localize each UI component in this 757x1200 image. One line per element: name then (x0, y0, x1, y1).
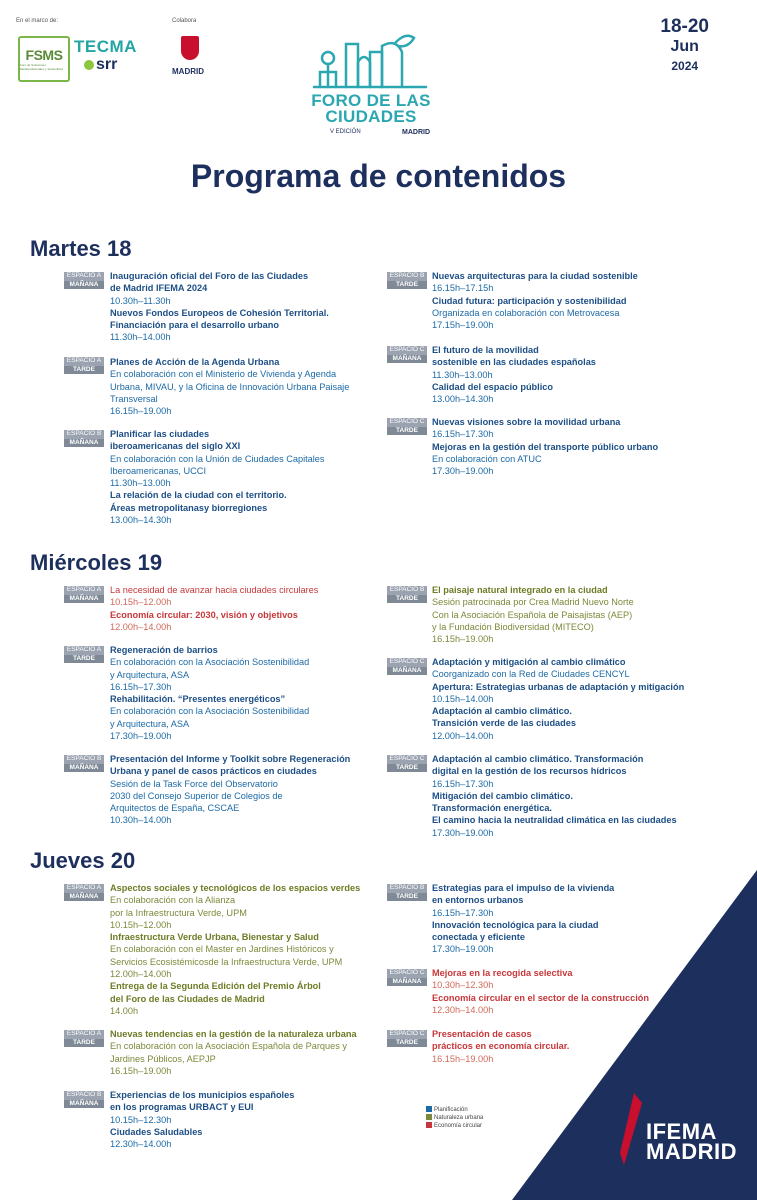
session-time: 16.15h–17.30h (432, 429, 494, 440)
session-title: Rehabilitación. “Presentes energéticos” (110, 694, 286, 705)
session-title: Mitigación del cambio climático. (432, 790, 573, 801)
tag-space: ESPACIO A (64, 586, 104, 595)
session-time: 16.15h–19.00h (110, 406, 172, 417)
foro-ciudades-logo-icon (306, 32, 436, 92)
session-desc: En colaboración con el Master en Jardines Históricos y (110, 944, 334, 955)
tag-time: TARDE (387, 893, 427, 902)
session-title: Nuevas arquitecturas para la ciudad sostenible (432, 271, 638, 281)
tag-martes-r2 (387, 346, 427, 363)
session-desc: Urbana, MIVAU, y la Oficina de Innovación Urbana Paisaje (110, 381, 350, 392)
session-time: 17.30h–19.00h (432, 827, 494, 838)
colabora-label: Colabora (172, 18, 197, 24)
tag-space: ESPACIO B (387, 884, 427, 893)
legend-label: Planificación (434, 1107, 468, 1113)
session-title: Economía circular: 2030, visión y objetivos (110, 609, 298, 620)
legend-swatch (426, 1114, 432, 1120)
session-title: Nuevas visiones sobre la movilidad urbana (432, 417, 621, 427)
session-title: en entornos urbanos (432, 895, 524, 906)
tag-space: ESPACIO A (64, 884, 104, 893)
tag-space: ESPACIO A (64, 357, 104, 366)
legend (426, 1106, 483, 1130)
en-el-marco-label: En el marco de: (16, 18, 59, 24)
session-title: Presentación del Informe y Toolkit sobre Regeneración (110, 754, 351, 764)
session-miercoles-r1 (432, 584, 634, 645)
madrid-logo-text: MADRID (172, 67, 204, 76)
tag-time: TARDE (64, 1039, 104, 1048)
session-title: La necesidad de avanzar hacia ciudades circulares (110, 585, 319, 595)
tag-space: ESPACIO B (64, 1091, 104, 1100)
date-month: Jun (670, 38, 699, 55)
session-time: 12.00h–14.00h (432, 730, 494, 741)
session-time: 12.30h–14.00h (110, 1139, 172, 1150)
tag-space: ESPACIO A (64, 272, 104, 281)
session-martes-r1 (432, 270, 638, 331)
session-title: Economía circular en el sector de la construcción (432, 992, 650, 1003)
tag-miercoles-r2 (387, 658, 427, 675)
session-desc: En colaboración con ATUC (432, 453, 542, 464)
session-title: Apertura: Estrategias urbanas de adaptación y mitigación (432, 681, 685, 692)
session-time: 13.00h–14.30h (110, 515, 172, 526)
session-time: 17.15h–19.00h (432, 320, 494, 331)
session-title: Planificar las ciudades (110, 429, 210, 439)
session-desc: Coorganizado con la Red de Ciudades CENCYL (432, 669, 630, 680)
session-desc: y Arquitectura, ASA (110, 718, 190, 729)
session-title: Nuevas tendencias en la gestión de la naturaleza urbana (110, 1029, 357, 1039)
page-title: Programa de contenidos (190, 158, 567, 194)
foro-city: MADRID (402, 129, 430, 136)
session-time: 11.30h–14.00h (110, 332, 171, 343)
session-time: 17.30h–19.00h (432, 466, 494, 477)
tag-space: ESPACIO B (64, 430, 104, 439)
tag-time: MAÑANA (64, 595, 104, 604)
session-time: 10.15h–14.00h (432, 693, 494, 704)
session-jueves-l1 (110, 882, 360, 1017)
tag-martes-r3 (387, 418, 427, 435)
legend-label: Economía circular (434, 1123, 483, 1129)
foro-title-line1: FORO DE LAS (311, 91, 431, 110)
session-desc: Arquitectos de España, CSCAE (110, 803, 240, 814)
session-miercoles-l3 (110, 753, 350, 827)
session-time: 16.15h–17.15h (432, 283, 494, 294)
session-title: Adaptación al cambio climático. Transformación (432, 754, 644, 764)
tag-miercoles-l3 (64, 755, 104, 772)
session-title: del Foro de las Ciudades de Madrid (110, 993, 265, 1004)
session-title: de Madrid IFEMA 2024 (110, 283, 208, 294)
session-desc: y Arquitectura, ASA (110, 669, 190, 680)
tag-space: ESPACIO B (64, 755, 104, 764)
tag-time: TARDE (387, 595, 427, 604)
tag-miercoles-l2 (64, 646, 104, 663)
legend-swatch (426, 1122, 432, 1128)
session-desc: En colaboración con la Asociación Sostenibilidad (110, 706, 310, 717)
tag-space: ESPACIO B (387, 586, 427, 595)
session-title: prácticos en economía circular. (432, 1041, 570, 1052)
session-title: Planes de Acción de la Agenda Urbana (110, 357, 280, 367)
tag-time: TARDE (387, 1039, 427, 1048)
session-time: 17.30h–19.00h (432, 944, 494, 955)
fsms-logo-text: FSMS (25, 47, 63, 63)
session-jueves-l3 (110, 1089, 294, 1150)
tag-space: ESPACIO C (387, 658, 427, 667)
tag-space: ESPACIO C (387, 418, 427, 427)
session-martes-r3 (432, 416, 658, 477)
session-time: 16.15h–19.00h (110, 1065, 172, 1076)
tag-space: ESPACIO C (387, 755, 427, 764)
session-title: El futuro de la movilidad (432, 345, 539, 355)
tag-time: MAÑANA (387, 667, 427, 676)
tag-martes-l3 (64, 430, 104, 447)
session-desc: Sesión de la Task Force del Observatorio (110, 778, 278, 789)
day-heading-miercoles: Miércoles 19 (30, 550, 163, 575)
session-desc: Servicios Ecosistémicosde la Infraestructura Verde, UPM (110, 956, 343, 967)
session-martes-l1 (110, 270, 329, 344)
session-time: 14.00h (110, 1005, 139, 1016)
tag-space: ESPACIO C (387, 346, 427, 355)
session-title: Innovación tecnológica para la ciudad (432, 919, 599, 930)
tag-time: TARDE (387, 427, 427, 436)
tag-miercoles-l1 (64, 586, 104, 603)
ifema-logo-line2: MADRID (646, 1139, 737, 1164)
tag-time: TARDE (64, 655, 104, 664)
session-time: 17.30h–19.00h (110, 731, 172, 742)
session-desc: En colaboración con la Unión de Ciudades Capitales (110, 453, 325, 464)
tag-martes-l1 (64, 272, 104, 289)
session-desc: En colaboración con la Asociación Española de Parques y (110, 1041, 347, 1052)
legend-item-naturaleza (426, 1114, 483, 1122)
legend-item-planificacion (426, 1106, 483, 1114)
session-desc: por la Infraestructura Verde, UPM (110, 907, 247, 918)
tag-time: MAÑANA (64, 439, 104, 448)
session-desc: Organizada en colaboración con Metrovacesa (432, 307, 620, 318)
tag-martes-r1 (387, 272, 427, 289)
session-title: iberoamericanas del siglo XXI (110, 441, 241, 452)
session-time: 11.30h–13.00h (432, 369, 493, 380)
session-title: Calidad del espacio público (432, 381, 553, 392)
tag-time: MAÑANA (387, 355, 427, 364)
session-title: Adaptación al cambio climático. (432, 706, 572, 717)
session-time: 11.30h–13.00h (110, 478, 171, 489)
session-title: El camino hacia la neutralidad climática en las ciudades (432, 815, 677, 826)
session-title: Entrega de la Segunda Edición del Premio Árbol (110, 981, 321, 992)
ifema-logo (646, 1119, 737, 1164)
session-desc: Jardines Públicos, AEPJP (110, 1053, 216, 1064)
session-title: Transición verde de las ciudades (432, 718, 576, 729)
tag-time: MAÑANA (64, 764, 104, 773)
tag-jueves-l2 (64, 1030, 104, 1047)
tag-jueves-r2 (387, 969, 427, 986)
foro-edition: V EDICIÓN (330, 129, 361, 135)
session-title: Transformación energética. (432, 803, 552, 814)
session-title: sostenible en las ciudades españolas (432, 357, 596, 368)
session-title: Adaptación y mitigación al cambio climático (432, 657, 626, 667)
tag-jueves-r3 (387, 1030, 427, 1047)
tag-time: TARDE (387, 764, 427, 773)
tag-jueves-l3 (64, 1091, 104, 1108)
session-martes-l3 (110, 428, 325, 526)
session-desc: En colaboración con la Alianza (110, 895, 236, 906)
session-title: Estrategias para el impulso de la vivienda (432, 883, 615, 893)
day-heading-martes: Martes 18 (30, 236, 132, 261)
session-title: Infraestructura Verde Urbana, Bienestar y Salud (110, 932, 319, 943)
tag-space: ESPACIO A (64, 646, 104, 655)
session-title: Aspectos sociales y tecnológicos de los espacios verdes (110, 883, 361, 893)
foro-subtitle (330, 129, 430, 136)
fsms-logo (18, 36, 70, 82)
session-miercoles-l1 (110, 584, 318, 633)
session-martes-r2 (432, 344, 596, 405)
date-year: 2024 (671, 59, 699, 73)
session-title: digital en la gestión de los recursos hídricos (432, 766, 627, 777)
session-time: 12.00h–14.00h (110, 621, 172, 632)
madrid-shield-icon (181, 36, 199, 60)
session-miercoles-r3 (432, 753, 677, 839)
tag-space: ESPACIO C (387, 969, 427, 978)
legend-swatch (426, 1106, 432, 1112)
session-time: 10.30h–11.30h (110, 295, 171, 306)
tecma-logo: TECMA (74, 37, 137, 56)
session-desc: En colaboración con la Asociación Sostenibilidad (110, 657, 310, 668)
session-title: Ciudad futura: participación y sostenibilidad (432, 295, 627, 306)
session-time: 12.00h–14.00h (110, 969, 172, 980)
session-title: Experiencias de los municipios españoles (110, 1090, 295, 1100)
session-desc: 2030 del Consejo Superior de Colegios de (110, 790, 283, 801)
session-time: 16.15h–19.00h (432, 1053, 494, 1064)
session-title: Mejoras en la recogida selectiva (432, 968, 573, 978)
tag-jueves-r1 (387, 884, 427, 901)
session-time: 10.30h–12.30h (432, 980, 494, 991)
session-desc: Iberoamericanas, UCCI (110, 465, 206, 476)
session-title: Mejoras en la gestión del transporte público urbano (432, 441, 659, 452)
session-title: Regeneración de barrios (110, 645, 218, 655)
tag-miercoles-r1 (387, 586, 427, 603)
fsms-logo-subtext: Foro de Soluciones Medioambientales y Sostenibles (20, 63, 64, 71)
session-title: conectada y eficiente (432, 932, 525, 943)
tag-time: MAÑANA (64, 281, 104, 290)
session-title: La relación de la ciudad con el territorio. (110, 490, 287, 501)
session-title: en los programas URBACT y EUI (110, 1102, 254, 1113)
session-time: 13.00h–14.30h (432, 394, 494, 405)
session-miercoles-r2 (432, 656, 684, 742)
session-desc: En colaboración con el Ministerio de Vivienda y Agenda (110, 369, 337, 380)
tag-space: ESPACIO B (387, 272, 427, 281)
session-title: Nuevos Fondos Europeos de Cohesión Territorial. (110, 307, 329, 318)
tag-time: TARDE (64, 366, 104, 375)
tag-time: MAÑANA (64, 893, 104, 902)
session-title: Presentación de casos (432, 1029, 532, 1039)
legend-label: Naturaleza urbana (434, 1115, 484, 1121)
session-time: 10.30h–14.00h (110, 815, 172, 826)
session-time: 10.15h–12.30h (110, 1114, 172, 1125)
tag-space: ESPACIO A (64, 1030, 104, 1039)
event-date (660, 16, 709, 76)
session-time: 10.15h–12.00h (110, 597, 172, 608)
session-time: 16.15h–17.30h (432, 778, 494, 789)
session-desc: y la Fundación Biodiversidad (MITECO) (432, 621, 594, 632)
session-time: 16.15h–19.00h (432, 634, 494, 645)
ifema-flame-icon (620, 1093, 642, 1165)
session-desc: Con la Asociación Española de Paisajistas (AEP) (432, 609, 633, 620)
tag-jueves-l1 (64, 884, 104, 901)
session-time: 16.15h–17.30h (110, 681, 172, 692)
session-desc: Sesión patrocinada por Crea Madrid Nuevo Norte (432, 597, 634, 608)
session-title: El paisaje natural integrado en la ciudad (432, 585, 608, 595)
date-days: 18-20 (660, 16, 709, 37)
session-desc: Transversal (110, 393, 158, 404)
session-title: Áreas metropolitanasy biorregiones (110, 502, 268, 513)
day-heading-jueves: Jueves 20 (30, 848, 136, 873)
tag-time: MAÑANA (64, 1100, 104, 1109)
foro-title-line2: CIUDADES (325, 107, 417, 126)
srr-dot-icon (84, 60, 94, 70)
session-martes-l2 (110, 356, 349, 417)
session-time: 16.15h–17.30h (432, 907, 494, 918)
ifema-logo-line1: IFEMA (646, 1119, 717, 1144)
session-title: Ciudades Saludables (110, 1126, 203, 1137)
legend-item-circular (426, 1122, 483, 1130)
tag-time: TARDE (387, 281, 427, 290)
session-title: Urbana y panel de casos prácticos en ciudades (110, 766, 317, 777)
tag-time: MAÑANA (387, 978, 427, 987)
session-time: 10.15h–12.00h (110, 919, 172, 930)
tag-miercoles-r3 (387, 755, 427, 772)
tag-space: ESPACIO C (387, 1030, 427, 1039)
session-title: Inauguración oficial del Foro de las Ciudades (110, 271, 309, 281)
session-jueves-l2 (110, 1028, 357, 1077)
session-miercoles-l2 (110, 644, 309, 742)
session-title: Financiación para el desarrollo urbano (110, 320, 279, 331)
srr-logo-text: srr (96, 56, 118, 73)
srr-logo (84, 56, 117, 74)
tag-martes-l2 (64, 357, 104, 374)
session-time: 12.30h–14.00h (432, 1004, 494, 1015)
